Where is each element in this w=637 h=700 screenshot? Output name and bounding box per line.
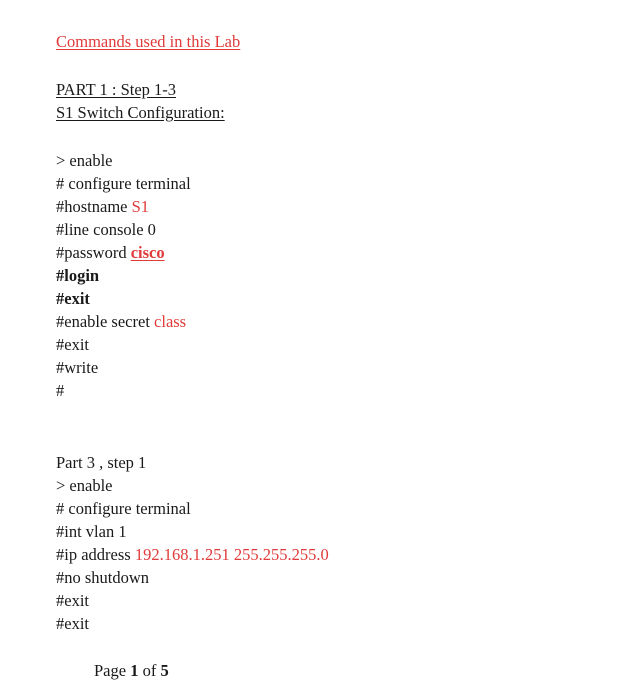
- command-line: [56, 545, 329, 565]
- command-text: #hostname: [56, 197, 132, 216]
- command-line: #exit: [56, 591, 89, 610]
- command-line: #login: [56, 266, 100, 285]
- command-line: # configure terminal: [56, 499, 191, 518]
- command-line: > enable: [56, 476, 113, 495]
- page-footer: [94, 661, 169, 681]
- command-line: #exit: [56, 289, 90, 308]
- part1-subheading: S1 Switch Configuration:: [56, 103, 225, 122]
- command-line: #write: [56, 358, 99, 377]
- command-line: #exit: [56, 335, 89, 354]
- command-line: [56, 243, 165, 263]
- command-text: #password: [56, 243, 131, 262]
- command-text: #ip address: [56, 545, 135, 564]
- page-of-word: of: [138, 661, 161, 680]
- page-current: 1: [130, 661, 139, 680]
- page-total: 5: [160, 661, 169, 680]
- command-line: [56, 312, 186, 332]
- document-title: Commands used in this Lab: [56, 32, 241, 51]
- page-word: Page: [94, 661, 131, 680]
- command-value: class: [154, 312, 187, 331]
- command-value: 192.168.1.251 255.255.255.0: [134, 545, 329, 564]
- command-line: #: [56, 381, 65, 400]
- command-line: # configure terminal: [56, 174, 191, 193]
- command-line: #int vlan 1: [56, 522, 127, 541]
- command-value: cisco: [130, 243, 165, 262]
- command-text: #enable secret: [56, 312, 155, 331]
- command-line: #exit: [56, 614, 89, 633]
- command-line: > enable: [56, 151, 113, 170]
- part1-heading: PART 1 : Step 1-3: [56, 80, 177, 99]
- command-line: [56, 197, 149, 217]
- part3-heading: Part 3 , step 1: [56, 453, 147, 472]
- command-line: #line console 0: [56, 220, 156, 239]
- command-value: S1: [131, 197, 150, 216]
- command-line: #no shutdown: [56, 568, 150, 587]
